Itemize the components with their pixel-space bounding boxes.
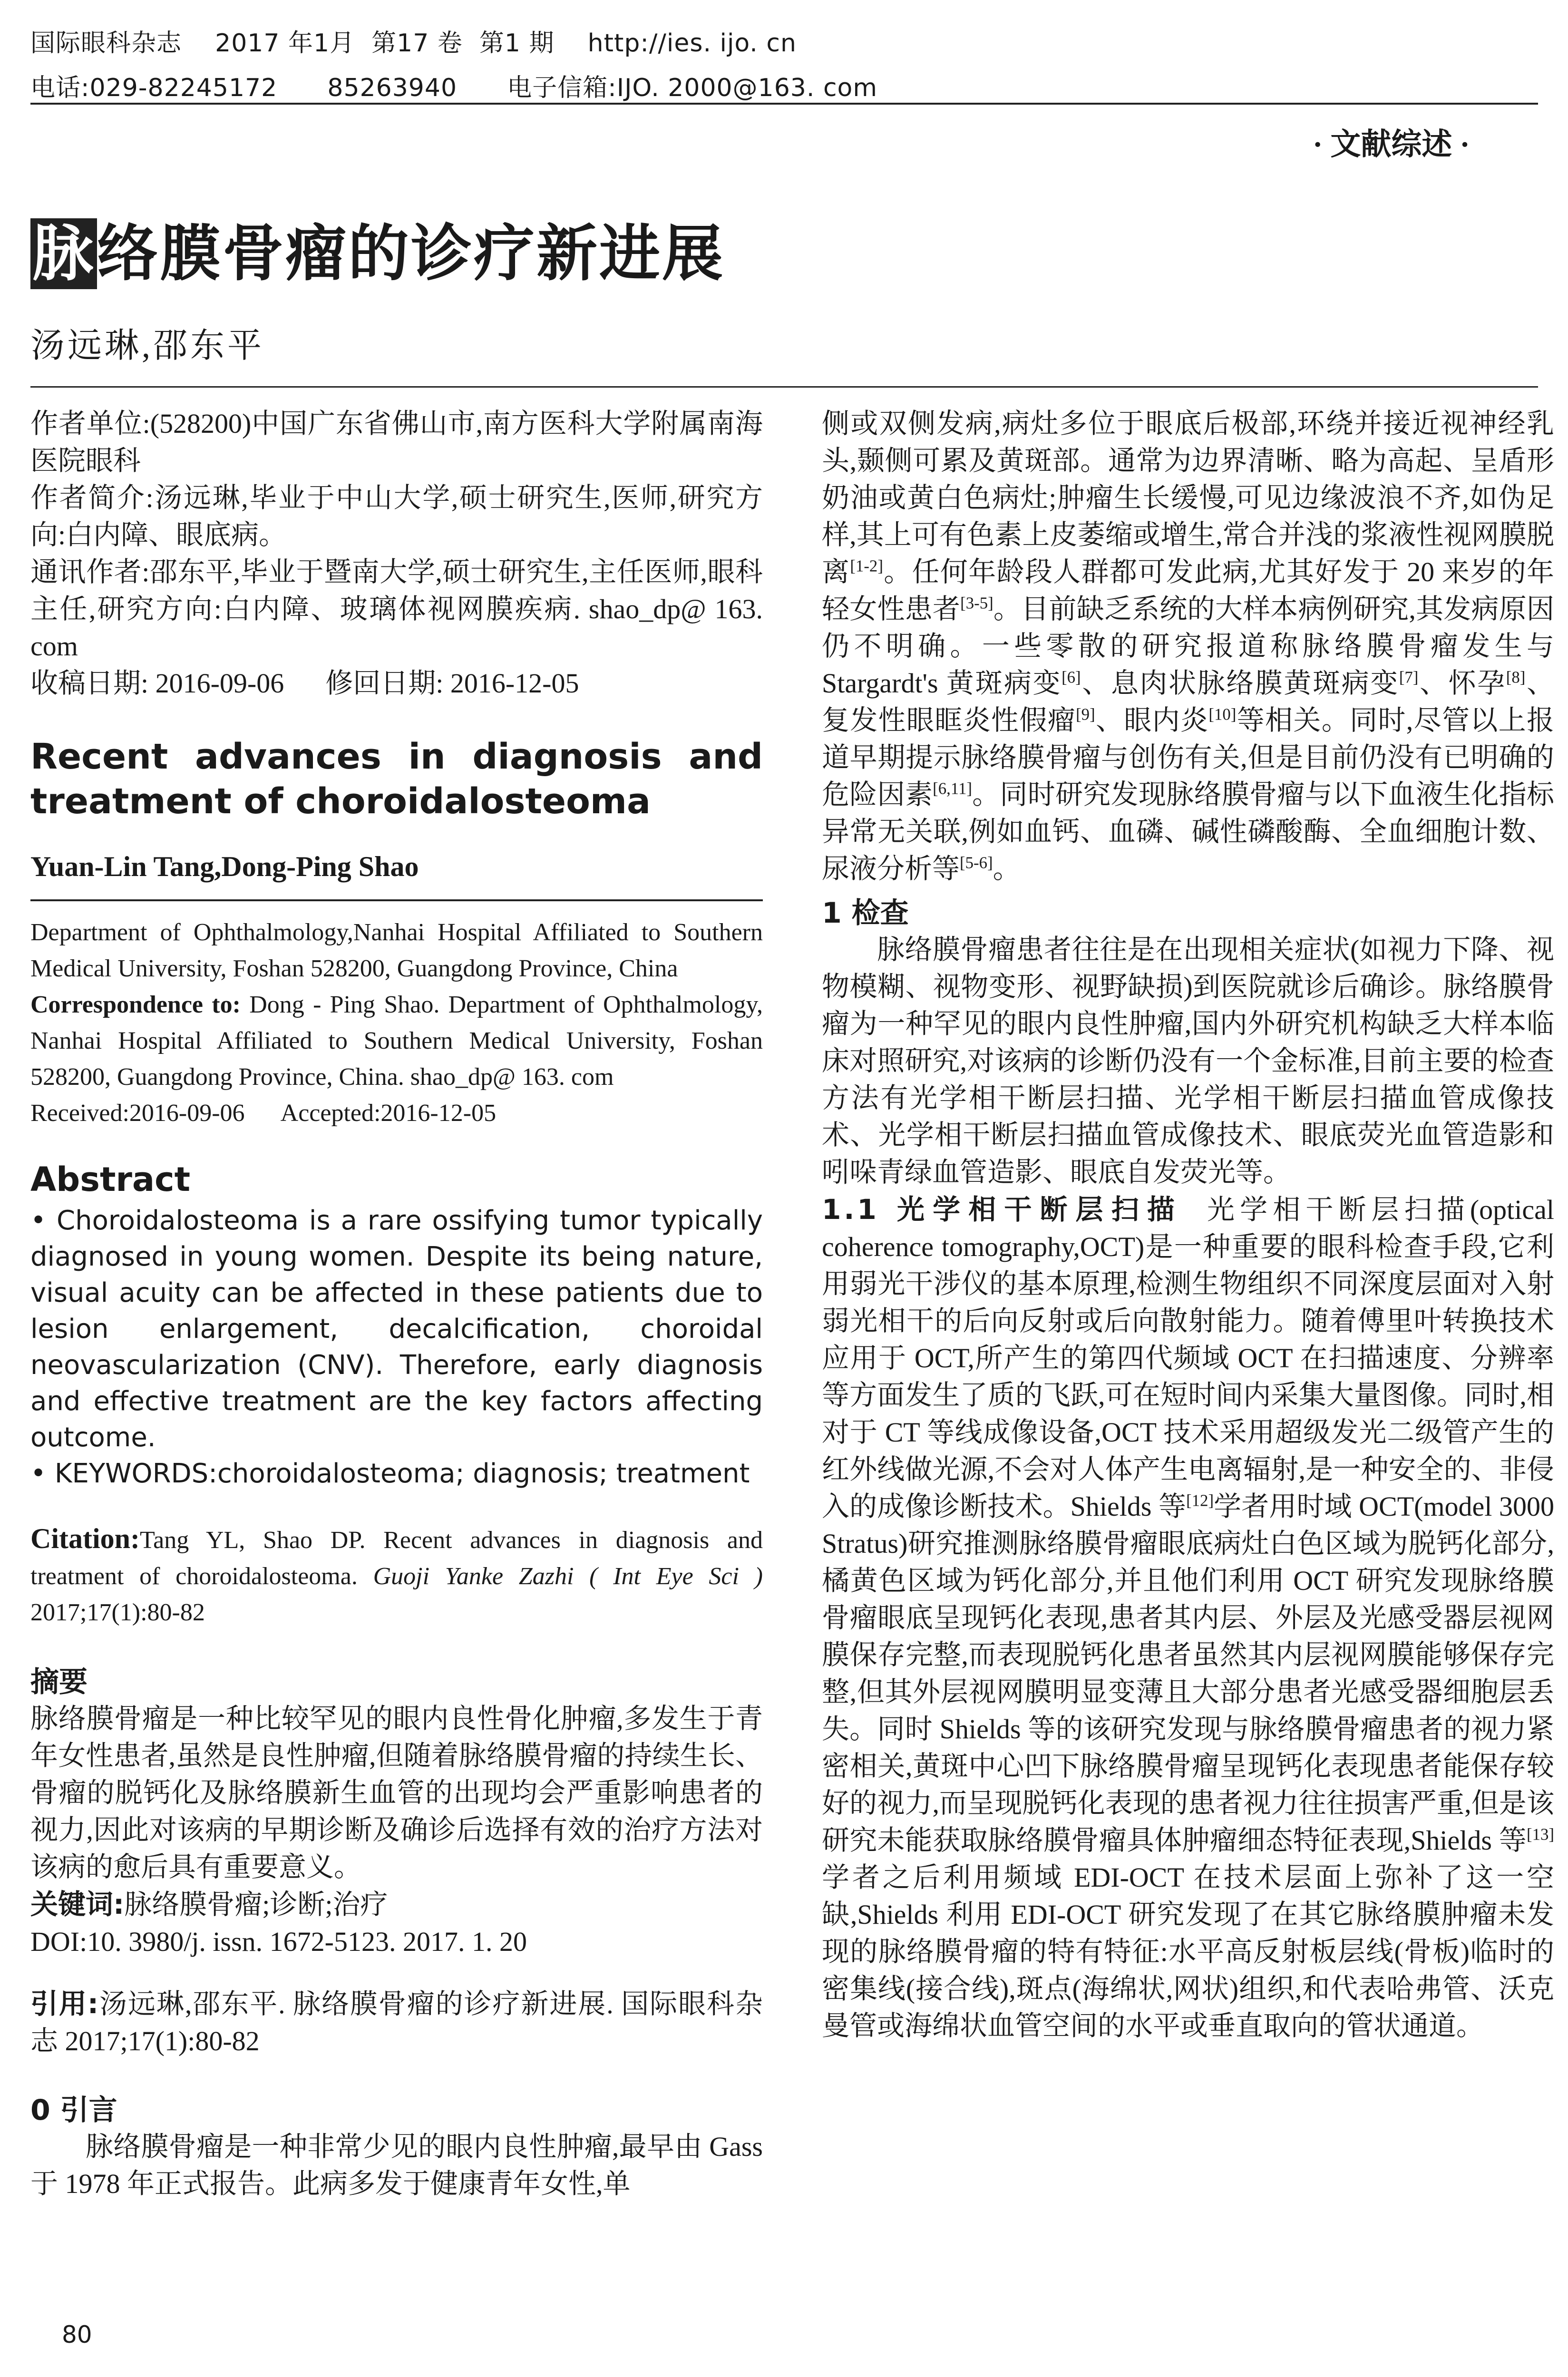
header-rule bbox=[30, 103, 1538, 105]
title-rule bbox=[30, 386, 1538, 388]
ref-6-11: [6,11] bbox=[933, 779, 972, 798]
citation-journal: Guoji Yanke Zazhi ( Int Eye Sci ) bbox=[373, 1563, 763, 1590]
title-rest: 络膜骨瘤的诊疗新进展 bbox=[97, 218, 725, 289]
english-authors: Yuan-Lin Tang,Dong-Ping Shao bbox=[30, 851, 419, 882]
correspondence-cn: 通讯作者:邵东平,毕业于暨南大学,硕士研究生,主任医师,眼科主任,研究方向:白内障、玻璃体视网膜疾病. shao_dp@ 163. com bbox=[30, 556, 763, 662]
ref-1-2: [1-2] bbox=[850, 556, 883, 575]
english-authors-rule bbox=[30, 899, 763, 901]
doi: DOI:10. 3980/j. issn. 1672-5123. 2017. 1. 20 bbox=[30, 1926, 527, 1957]
section-label: · 文献综述 · bbox=[1313, 127, 1470, 161]
citation-cn-text: 汤远琳,邵东平. 脉络膜骨瘤的诊疗新进展. 国际眼科杂志 2017;17(1):80-82 bbox=[30, 1988, 763, 2056]
cn-keywords bbox=[30, 1886, 763, 1923]
citation-cn-label: 引用: bbox=[30, 1987, 99, 2020]
right-paragraph-1: 侧或双侧发病,病灶多位于眼底后极部,环绕并接近视神经乳头,颞侧可累及黄斑部。通常为边界清晰、略为高起、呈盾形奶油或黄白色病灶;肿瘤生长缓慢,可见边缘波浪不齐,如伪足样,其上可有色素上皮萎缩或增生,常合并浅的浆液性视网膜脱离[1-2]。任何年龄段人群都可发此病,尤其好发于 20 来岁的年轻女性患者[3-5]。目前缺乏系统的大样本病例研究,其发病原因仍不明确。一些零散的研究报道称脉络膜骨瘤发生与 Stargardt's 黄斑病变[6]、息肉状脉络膜黄斑病变[7]、怀孕[8]、复发性眼眶炎性假瘤[9]、眼内炎[10]等相关。同时,尽管以上报道早期提示脉络膜骨瘤与创伤有关,但是目前仍没有已明确的危险因素[6,11]。同时研究发现脉络膜骨瘤与以下血液生化指标异常无关联,例如血钙、血磷、碱性磷酸酶、全血细胞计数、尿液分析等[5-6]。 bbox=[822, 408, 1554, 884]
author-intro: 作者简介:汤远琳,毕业于中山大学,硕士研究生,医师,研究方向:白内障、眼底病。 bbox=[30, 482, 763, 550]
ref-9: [9] bbox=[1076, 705, 1095, 724]
citation-post: 2017;17(1):80-82 bbox=[30, 1599, 205, 1626]
cn-keywords-text: 脉络膜骨瘤;诊断;治疗 bbox=[124, 1889, 388, 1920]
abstract-body: • Choroidalosteoma is a rare ossifying tumor typically diagnosed in young women. Despite its being nature, visual acuity can be affected in these patients due to lesion enlargement, decalcification, choroidal neovascularization (CNV). Therefore, early diagnosis and effective treatment are the key factors affecting outcome. bbox=[30, 1205, 763, 1453]
affiliation: 作者单位:(528200)中国广东省佛山市,南方医科大学附属南海医院眼科 bbox=[30, 408, 763, 476]
citation-label: Citation: bbox=[30, 1523, 140, 1554]
page-title bbox=[30, 205, 725, 292]
ref-8: [8] bbox=[1506, 668, 1526, 687]
english-title: Recent advances in diagnosis and treatment of choroidalosteoma bbox=[30, 736, 763, 822]
cn-keywords-label: 关键词: bbox=[30, 1888, 125, 1920]
section-1-1-heading: 1.1 光学相干断层扫描 bbox=[822, 1193, 1183, 1226]
correspondence-text: Dong - Ping Shao. Department of Ophthalmology, Nanhai Hospital Affiliated to Southern Medical University, Foshan 528200, Guangdong Province, China. shao_dp@ 163. com bbox=[30, 991, 763, 1091]
dates-cn: 收稿日期: 2016-09-06 修回日期: 2016-12-05 bbox=[30, 668, 579, 699]
ref-10: [10] bbox=[1208, 705, 1237, 724]
section-1-1-paragraph: 1.1 光学相干断层扫描 光学相干断层扫描(optical coherence tomography,OCT)是一种重要的眼科检查手段,它利用弱光干涉仪的基本原理,检测生物组织不同深度层面对入射弱光相干的后向反射或后向散射能力。随着傅里叶转换技术应用于 OCT,所产生的第四代频域 OCT 在扫描速度、分辨率等方面发生了质的飞跃,可在短时间内采集大量图像。同时,相对于 CT 等线成像设备,OCT 技术采用超级发光二级管产生的红外线做光源,不会对人体产生电离辐射,是一种安全的、非侵入的成像诊断技术。Shields 等[12]学者用时域 OCT(model 3000 Stratus)研究推测脉络膜骨瘤眼底病灶白色区域为脱钙化部分,橘黄色区域为钙化部分,并且他们利用 OCT 研究发现脉络膜骨瘤眼底呈现钙化表现,患者其内层、外层及光感受器层视网膜保存完整,而表现脱钙化患者虽然其内层视网膜能够保存完整,但其外层视网膜明显变薄且大部分患者光感受器细胞层丢失。同时 Shields 等的该研究发现与脉络膜骨瘤患者的视力紧密相关,黄斑中心凹下脉络膜骨瘤呈现钙化表现患者能保存较好的视力,而呈现脱钙化表现的患者视力往往损害严重,但是该研究未能获取脉络膜骨瘤具体肿瘤细态特征表现,Shields 等[13]学者之后利用频域 EDI-OCT 在技术层面上弥补了这一空缺,Shields 利用 EDI-OCT 研究发现了在其它脉络膜肿瘤未发现的脉络膜骨瘤的特有特征:水平高反射板层线(骨板)临时的密集线(接合线),斑点(海绵状,网状)组织,和代表哈弗管、沃克曼管或海绵状血管空间的水平或垂直取向的管状通道。 bbox=[822, 1193, 1554, 2041]
ref-5-6: [5-6] bbox=[960, 853, 993, 872]
journal-header-line-2: 电话:029-82245172 85263940 电子信箱:IJO. 2000@163. com bbox=[30, 74, 878, 102]
citation-en bbox=[30, 1520, 763, 1631]
correspondence-label: Correspondence to: bbox=[30, 991, 241, 1018]
english-correspondence bbox=[30, 987, 763, 1095]
ref-13: [13] bbox=[1527, 1825, 1554, 1844]
cn-abstract-heading: 摘要 bbox=[30, 1666, 88, 1699]
abstract-keywords: • KEYWORDS:choroidalosteoma; diagnosis; treatment bbox=[30, 1458, 750, 1489]
abstract-heading: Abstract bbox=[30, 1160, 191, 1199]
citation-pre: Tang YL, Shao DP. Recent advances in diagnosis and treatment of choroidalosteoma. bbox=[30, 1527, 763, 1590]
intro-heading: 0 引言 bbox=[30, 2094, 117, 2127]
right-column bbox=[822, 405, 1554, 2045]
ref-7: [7] bbox=[1399, 668, 1419, 687]
intro-body: 脉络膜骨瘤是一种非常少见的眼内良性肿瘤,最早由 Gass 于 1978 年正式报告。此病多发于健康青年女性,单 bbox=[30, 2131, 763, 2199]
page-number: 80 bbox=[62, 2321, 92, 2348]
ref-12: [12] bbox=[1186, 1491, 1214, 1510]
ref-6: [6] bbox=[1062, 668, 1081, 687]
section-1-body: 脉络膜骨瘤患者往往是在出现相关症状(如视力下降、视物模糊、视物变形、视野缺损)到医院就诊后确诊。脉络膜骨瘤为一种罕见的眼内良性肿瘤,国内外研究机构缺乏大样本临床对照研究,对该病的诊断仍没有一个金标准,目前主要的检查方法有光学相干断层扫描、光学相干断层扫描血管成像技术、光学相干断层扫描血管成像技术、眼底荧光血管造影和吲哚青绿血管造影、眼底自发荧光等。 bbox=[822, 934, 1554, 1188]
cn-abstract-body: 脉络膜骨瘤是一种比较罕见的眼内良性骨化肿瘤,多发生于青年女性患者,虽然是良性肿瘤,但随着脉络膜骨瘤的持续生长、骨瘤的脱钙化及脉络膜新生血管的出现均会严重影响患者的视力,因此对该病的早期诊断及确诊后选择有效的治疗方法对该病的愈后具有重要意义。 bbox=[30, 1703, 763, 1882]
ref-3-5: [3-5] bbox=[960, 594, 993, 613]
citation-cn bbox=[30, 1985, 763, 2060]
title-first-char: 脉 bbox=[30, 218, 97, 289]
english-dates: Received:2016-09-06 Accepted:2016-12-05 bbox=[30, 1100, 497, 1127]
english-department: Department of Ophthalmology,Nanhai Hospital Affiliated to Southern Medical University, Foshan 528200, Guangdong Province, China bbox=[30, 919, 763, 982]
left-column bbox=[30, 405, 763, 2202]
authors-cn: 汤远琳,邵东平 bbox=[30, 327, 265, 365]
journal-header-line-1: 国际眼科杂志 2017 年1月 第17 卷 第1 期 http://ies. ijo. cn bbox=[30, 29, 797, 58]
section-1-heading: 1 检查 bbox=[822, 896, 909, 930]
